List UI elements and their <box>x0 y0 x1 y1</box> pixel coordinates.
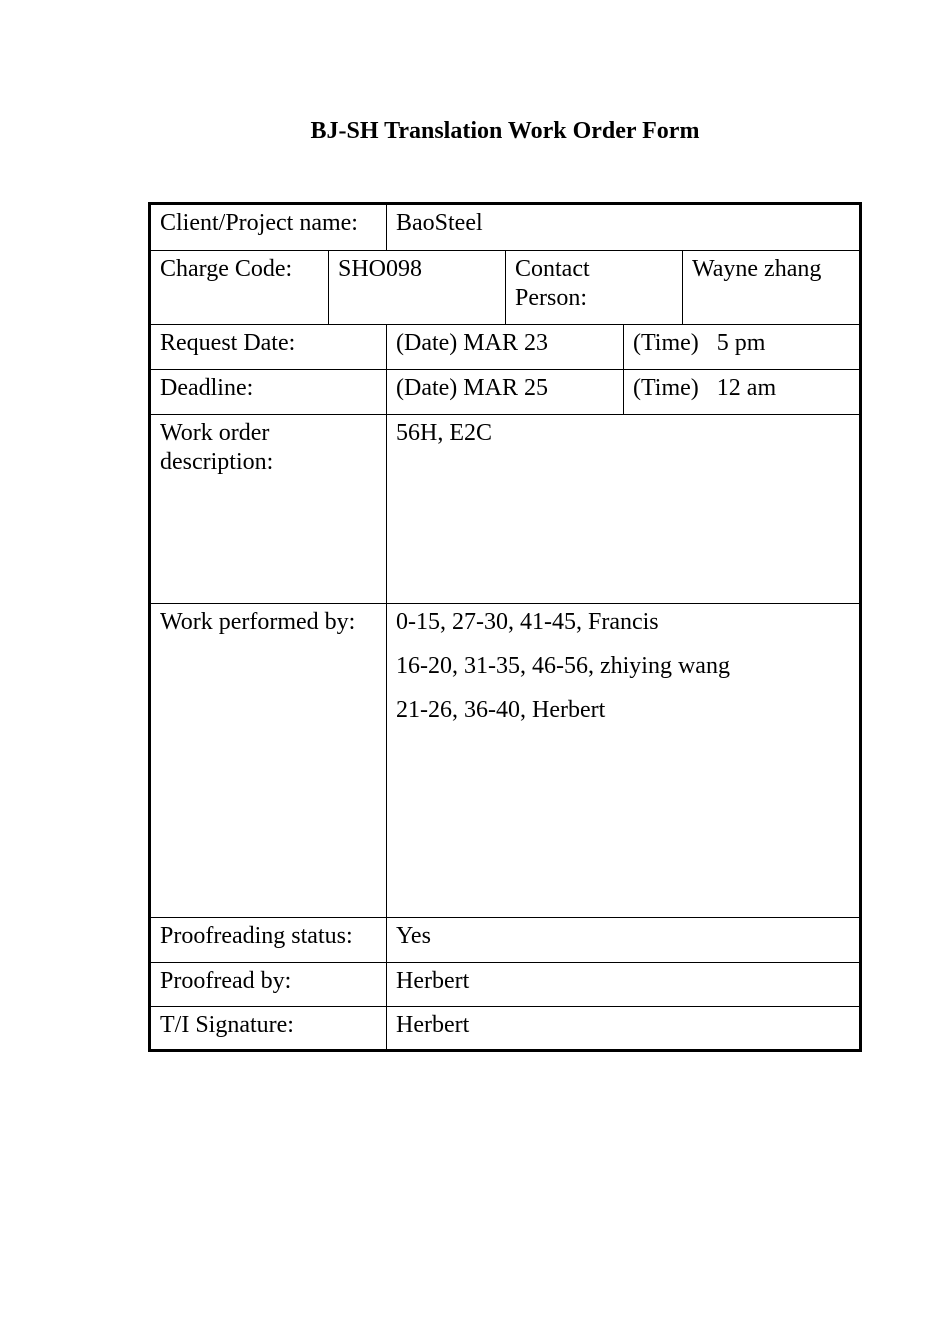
request-row <box>151 325 859 370</box>
proofread-by-row <box>151 963 859 1007</box>
client-label: Client/Project name: <box>160 210 358 236</box>
request-date-label: Request Date: <box>160 330 296 356</box>
description-label <box>151 415 386 603</box>
proofreading-status-value: Yes <box>386 918 859 962</box>
request-time-value: (Time) 5 pm <box>623 325 859 369</box>
client-row <box>151 205 859 251</box>
request-date-value: (Date) MAR 23 <box>386 325 623 369</box>
contact-label-line1: Contact <box>515 256 590 282</box>
description-label-line2: description: <box>160 449 274 475</box>
client-value: BaoSteel <box>386 205 859 250</box>
deadline-time-value: (Time) 12 am <box>623 370 859 414</box>
deadline-row <box>151 370 859 415</box>
description-row <box>151 415 859 604</box>
performed-line: 16-20, 31-35, 46-56, zhiying wang <box>396 653 730 679</box>
performed-label: Work performed by: <box>160 609 356 635</box>
charge-code-label: Charge Code: <box>160 256 293 282</box>
deadline-label: Deadline: <box>160 375 254 401</box>
performed-value <box>386 604 859 917</box>
signature-label: T/I Signature: <box>160 1012 294 1038</box>
description-label-line1: Work order <box>160 420 270 446</box>
description-value: 56H, E2C <box>386 415 859 603</box>
proofread-by-value: Herbert <box>386 963 859 1006</box>
performed-row <box>151 604 859 918</box>
contact-person-value: Wayne zhang <box>682 251 859 324</box>
charge-row <box>151 251 859 325</box>
signature-row <box>151 1007 859 1049</box>
performed-line: 0-15, 27-30, 41-45, Francis <box>396 609 659 635</box>
deadline-date-value: (Date) MAR 25 <box>386 370 623 414</box>
performed-line: 21-26, 36-40, Herbert <box>396 697 606 723</box>
work-order-table <box>148 202 862 1052</box>
signature-value: Herbert <box>386 1007 859 1049</box>
contact-person-label <box>505 251 682 324</box>
proofreading-status-label: Proofreading status: <box>160 923 353 949</box>
charge-code-value: SHO098 <box>328 251 505 324</box>
contact-label-line2: Person: <box>515 285 587 311</box>
proofread-by-label: Proofread by: <box>160 968 292 994</box>
form-title: BJ-SH Translation Work Order Form <box>310 118 700 144</box>
proofreading-row <box>151 918 859 963</box>
